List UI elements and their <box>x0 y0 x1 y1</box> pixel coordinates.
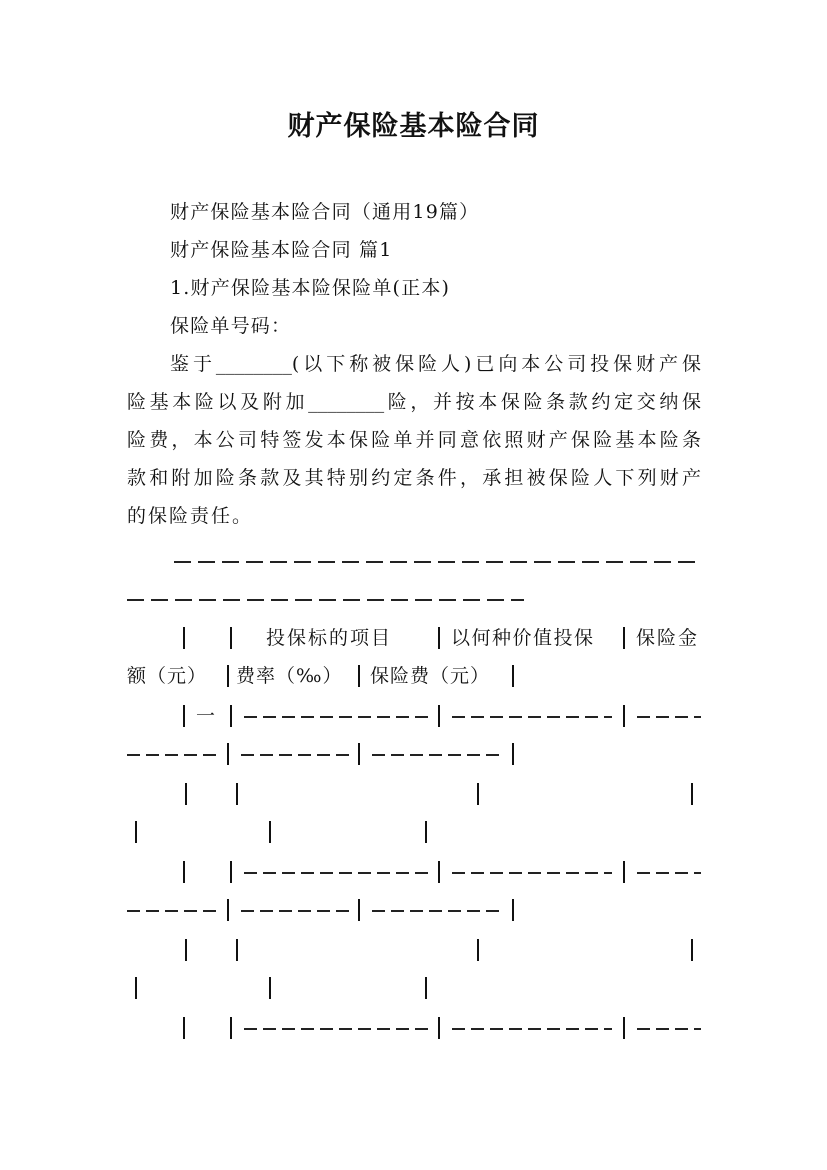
table-dash <box>241 754 349 756</box>
table-border <box>691 939 693 961</box>
table-border <box>230 861 232 883</box>
table-border <box>425 821 427 843</box>
table-border <box>358 743 360 765</box>
doc-line-policy-heading: 1.财产保险基本险保险单(正本) <box>170 277 451 299</box>
table-border <box>358 665 360 687</box>
doc-line-subtitle: 财产保险基本险合同（通用19篇） <box>170 201 480 223</box>
separator-dash-line-2 <box>127 599 524 601</box>
table-border <box>185 783 187 805</box>
table-border <box>691 783 693 805</box>
table-border <box>183 1017 185 1039</box>
table-dash <box>244 872 430 874</box>
table-dash <box>452 716 612 718</box>
table-border <box>183 627 185 649</box>
table-border <box>236 939 238 961</box>
table-border <box>623 1017 625 1039</box>
document-title: 财产保险基本险合同 <box>287 111 540 142</box>
table-dash <box>372 754 502 756</box>
table-border <box>438 861 440 883</box>
table-border <box>623 705 625 727</box>
table-dash <box>637 716 701 718</box>
paragraph-line-2: 险基本险以及附加________险，并按本保险条款约定交纳保 <box>127 391 701 413</box>
table-dash <box>637 1028 701 1030</box>
paragraph-line-4: 款和附加险条款及其特别约定条件，承担被保险人下列财产 <box>127 467 701 489</box>
table-border <box>438 705 440 727</box>
header-rate: 费率（‰） <box>236 665 343 687</box>
table-dash <box>127 754 217 756</box>
table-dash <box>637 872 701 874</box>
header-amount: 保险金 <box>636 627 700 649</box>
paragraph-line-5: 的保险责任。 <box>127 505 254 527</box>
table-border <box>183 861 185 883</box>
row-marker: 一 <box>196 705 216 727</box>
table-dash <box>241 910 349 912</box>
table-border <box>269 821 271 843</box>
table-border <box>227 743 229 765</box>
header-amount-unit: 额（元） <box>127 665 208 687</box>
table-dash <box>244 1028 430 1030</box>
table-dash <box>372 910 502 912</box>
table-border <box>227 899 229 921</box>
table-border <box>236 783 238 805</box>
table-border <box>623 627 625 649</box>
table-border <box>269 977 271 999</box>
table-border <box>512 665 514 687</box>
table-border <box>438 627 440 649</box>
table-border <box>183 705 185 727</box>
table-dash <box>127 910 217 912</box>
table-border <box>425 977 427 999</box>
doc-line-policy-number: 保险单号码： <box>170 315 292 337</box>
table-dash <box>244 716 430 718</box>
paragraph-line-3: 险费，本公司特签发本保险单并同意依照财产保险基本险条 <box>127 429 701 451</box>
table-border <box>623 861 625 883</box>
table-border <box>135 977 137 999</box>
table-border <box>512 899 514 921</box>
table-border <box>230 1017 232 1039</box>
header-premium: 保险费（元） <box>370 665 491 687</box>
table-dash <box>452 1028 612 1030</box>
table-border <box>438 1017 440 1039</box>
table-border <box>358 899 360 921</box>
doc-line-section: 财产保险基本险合同 篇1 <box>170 239 393 261</box>
table-dash <box>452 872 612 874</box>
separator-dash-line-1 <box>174 561 701 563</box>
paragraph-line-1: 鉴于________(以下称被保险人)已向本公司投保财产保 <box>170 353 701 375</box>
header-item: 投保标的项目 <box>266 627 393 649</box>
table-border <box>230 705 232 727</box>
table-border <box>230 627 232 649</box>
table-border <box>135 821 137 843</box>
table-border <box>477 783 479 805</box>
table-border <box>185 939 187 961</box>
header-value-basis: 以何种价值投保 <box>451 627 595 649</box>
table-border <box>512 743 514 765</box>
table-border <box>477 939 479 961</box>
table-border <box>227 665 229 687</box>
